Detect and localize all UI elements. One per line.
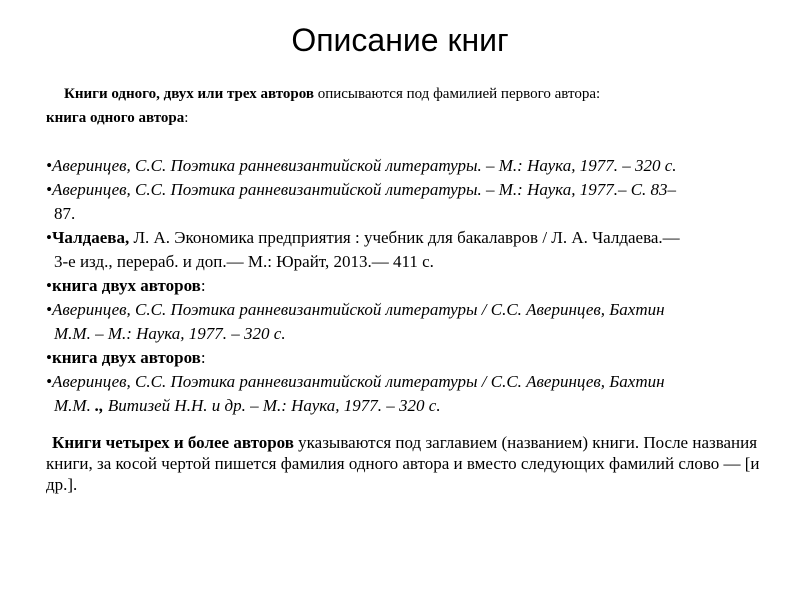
entry-text: Витизей Н.Н. и др. – М.: Наука, 1977. – 320 с. — [107, 396, 441, 415]
list-item-continuation — [46, 250, 766, 274]
bullet-icon: • — [46, 348, 52, 367]
section-label: книга двух авторов — [51, 348, 201, 367]
entry-text: 87. — [54, 204, 76, 223]
slide-body — [46, 82, 766, 495]
bullet-icon: • — [46, 300, 52, 319]
intro-line — [46, 82, 766, 106]
list-item — [46, 298, 766, 322]
closing-bold: Книги четырех и более авторов — [52, 433, 294, 452]
list-item — [46, 370, 766, 394]
list-item — [46, 178, 766, 202]
bullet-icon: • — [46, 180, 52, 199]
intro-rest: описываются под фамилией первого автора: — [313, 86, 601, 102]
intro-bold: Книги одного, двух или трех авторов — [64, 86, 314, 102]
list-item — [46, 154, 766, 178]
bullet-icon: • — [46, 276, 52, 295]
section-heading-one-author — [46, 106, 766, 130]
list-item-continuation — [46, 202, 766, 226]
section-colon: : — [200, 348, 206, 367]
section-colon: : — [184, 110, 189, 126]
entry-text: Л. А. Экономика предприятия : учебник для бакалавров / Л. А. Чалдаева.— — [129, 228, 680, 247]
entry-text-bold: ., — [95, 396, 108, 415]
entry-text: Аверинцев, С.С. Поэтика ранневизантийской литературы / С.С. Аверинцев, Бахтин — [51, 372, 665, 391]
spacer — [46, 130, 766, 154]
closing-rest: указываются под заглавием (названием) книги. После названия книги, за косой чертой пишется фамилия одного автора и вместо следующих фамилий слово — [и др.]. — [46, 433, 760, 494]
bullet-icon: • — [46, 156, 52, 175]
entry-text: М.М. – М.: Наука, 1977. – 320 с. — [54, 324, 286, 343]
entry-text: 3-е изд., перераб. и доп.— М.: Юрайт, 2013.— 411 с. — [54, 252, 434, 271]
page-title: Описание книг — [291, 22, 509, 58]
section-heading-two-authors — [46, 274, 766, 298]
bullet-icon: • — [46, 372, 52, 391]
bullet-icon: • — [46, 228, 52, 247]
list-item-continuation — [46, 322, 766, 346]
closing-paragraph — [46, 432, 761, 495]
section-label: книга двух авторов — [51, 276, 201, 295]
list-item — [46, 226, 766, 250]
section-heading-two-authors-2 — [46, 346, 766, 370]
section-label: книга одного автора — [46, 110, 185, 126]
entry-author: Чалдаева, — [51, 228, 130, 247]
entry-text: Аверинцев, С.С. Поэтика ранневизантийской литературы / С.С. Аверинцев, Бахтин — [51, 300, 665, 319]
entry-text: Аверинцев, С.С. Поэтика ранневизантийской литературы. – М.: Наука, 1977. – 320 с. — [51, 156, 677, 175]
entry-text: Аверинцев, С.С. Поэтика ранневизантийской литературы. – М.: Наука, 1977.– С. 83– — [51, 180, 677, 199]
entry-text: М.М. — [54, 396, 96, 415]
section-colon: : — [200, 276, 206, 295]
list-item-continuation — [46, 394, 766, 418]
